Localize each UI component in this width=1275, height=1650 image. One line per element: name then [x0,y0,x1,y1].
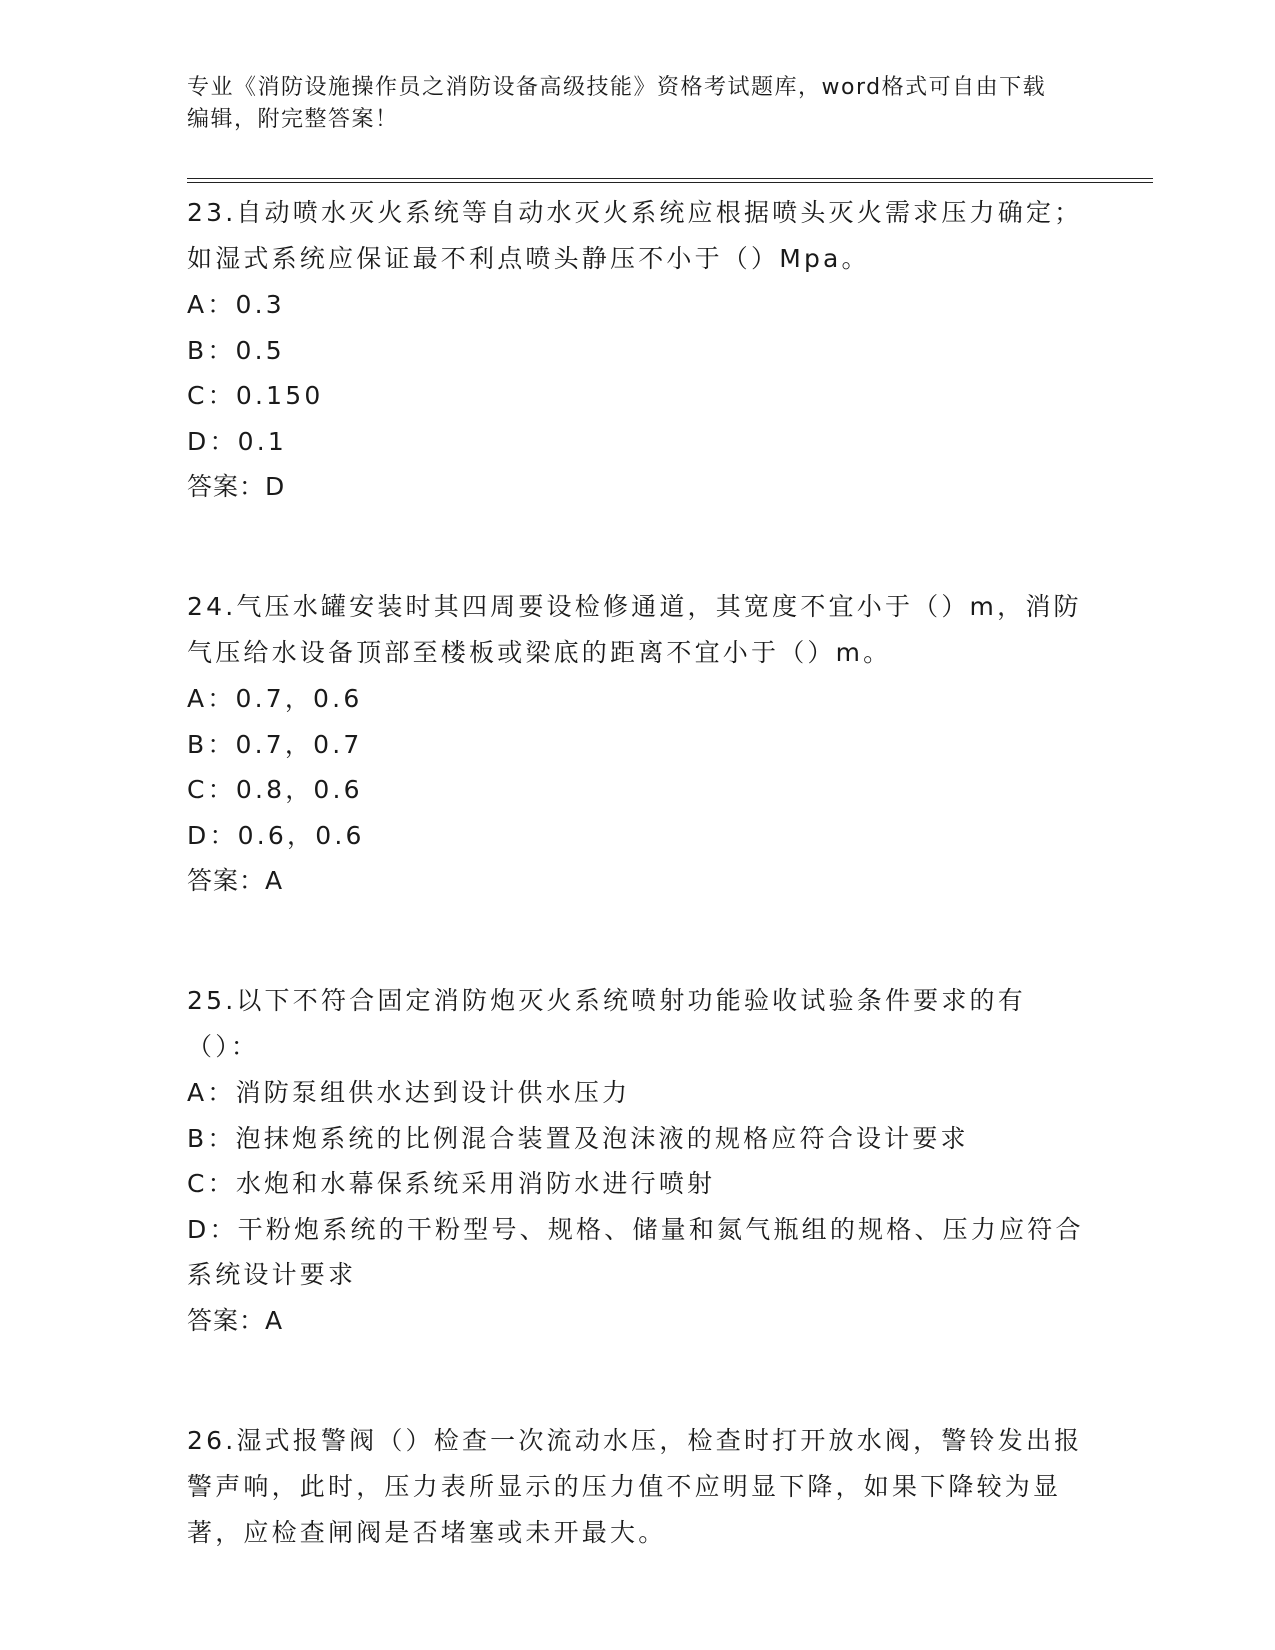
question-list [187,190,1087,1556]
document-header: 专业《消防设施操作员之消防设备高级技能》资格考试题库，word格式可自由下载编辑，附完整答案！ [187,75,1047,132]
option-c: C：0.8，0.6 [187,775,363,804]
option-a: A：消防泵组供水达到设计供水压力 [187,1078,631,1107]
header-rule-bottom [187,182,1153,183]
question-26 [187,1418,1087,1556]
question-23 [187,190,1087,510]
question-text: 25.以下不符合固定消防炮灭火系统喷射功能验收试验条件要求的有（）： [187,986,1026,1061]
option-d: D：干粉炮系统的干粉型号、规格、储量和氮气瓶组的规格、压力应符合系统设计要求 [187,1214,1084,1289]
question-text: 23.自动喷水灭火系统等自动水灭火系统应根据喷头灭火需求压力确定；如湿式系统应保证最不利点喷头静压不小于（）Mpa。 [187,198,1083,273]
option-b: B：泡抹炮系统的比例混合装置及泡沫液的规格应符合设计要求 [187,1123,969,1153]
option-c: C：0.150 [187,381,324,410]
option-a: A：0.3 [187,290,285,319]
answer-line: 答案：A [187,866,284,895]
option-b: B：0.5 [187,335,285,365]
answer-line: 答案：D [187,472,286,501]
option-d: D：0.1 [187,426,288,456]
question-spacer [187,1344,1087,1418]
question-text: 26.湿式报警阀（）检查一次流动水压，检查时打开放水阀，警铃发出报警声响，此时，压力表所显示的压力值不应明显下降，如果下降较为显著，应检查闸阀是否堵塞或未开最大。 [187,1425,1083,1547]
option-a: A：0.7，0.6 [187,684,363,713]
option-d: D：0.6，0.6 [187,820,365,850]
question-25 [187,978,1087,1344]
answer-line: 答案：A [187,1305,284,1335]
question-spacer [187,904,1087,978]
question-spacer [187,510,1087,584]
header-rule-top [187,178,1153,179]
option-c: C：水炮和水幕保系统采用消防水进行喷射 [187,1169,716,1198]
option-b: B：0.7，0.7 [187,729,363,759]
question-24 [187,584,1087,904]
question-text: 24.气压水罐安装时其四周要设检修通道，其宽度不宜小于（）m，消防气压给水设备顶部至楼板或梁底的距离不宜小于（）m。 [187,592,1082,667]
